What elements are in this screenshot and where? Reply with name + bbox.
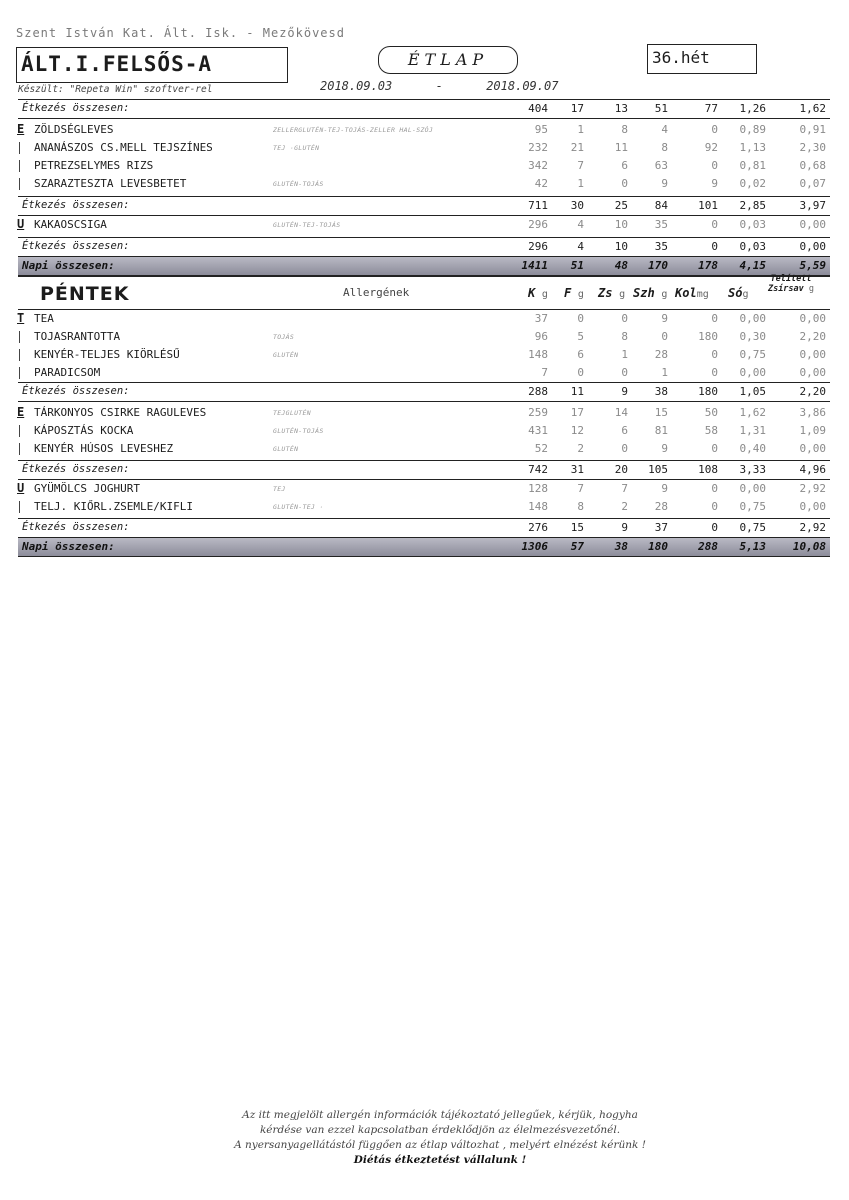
value-so: 0,02	[739, 177, 766, 190]
value-szh: 4	[661, 123, 668, 136]
value-so: 0,75	[739, 348, 766, 361]
value-k: 1411	[521, 259, 548, 272]
value-f: 17	[570, 102, 584, 115]
col-k-header: K g	[528, 286, 548, 300]
dish-name: KENYÉR HÚSOS LEVESHEZ	[34, 442, 174, 455]
value-zs: 8	[621, 330, 628, 343]
value-k: 42	[534, 177, 548, 190]
subtotal-label: Étkezés összesen:	[22, 240, 130, 252]
value-zs: 0	[621, 312, 628, 325]
dish-allergens: TEJ	[273, 485, 286, 493]
daily-total-row	[18, 256, 830, 276]
value-kol: 0	[711, 482, 718, 495]
value-kol: 0	[711, 348, 718, 361]
value-zsirsav: 2,20	[799, 385, 826, 398]
meal-code: E	[17, 122, 25, 136]
value-so: 2,85	[739, 199, 766, 212]
dish-name: ZÖLDSÉGLEVES	[34, 123, 114, 136]
value-szh: 81	[654, 424, 668, 437]
menu-title: ÉTLAP	[378, 46, 518, 74]
value-kol: 9	[711, 177, 718, 190]
value-k: 148	[528, 500, 548, 513]
value-kol: 0	[711, 312, 718, 325]
value-zsirsav: 10,08	[792, 540, 826, 553]
value-zs: 0	[621, 177, 628, 190]
dish-name: SZARAZTESZTA LEVESBETET	[34, 177, 187, 190]
value-zs: 11	[614, 141, 628, 154]
value-zs: 8	[621, 123, 628, 136]
value-so: 0,75	[739, 500, 766, 513]
daily-total-row	[18, 537, 830, 557]
value-zsirsav: 0,00	[799, 442, 826, 455]
value-zsirsav: 1,62	[799, 102, 826, 115]
value-k: 148	[528, 348, 548, 361]
day-name: PÉNTEK	[40, 283, 130, 305]
dish-allergens: GLUTÉN-TOJÁS	[273, 180, 324, 188]
value-zs: 10	[614, 240, 628, 253]
school-name: Szent István Kat. Ált. Isk. - Mezőkövesd	[16, 26, 345, 40]
value-kol: 0	[711, 366, 718, 379]
menu-item-row	[18, 364, 830, 382]
value-szh: 0	[661, 330, 668, 343]
value-szh: 1	[661, 366, 668, 379]
value-kol: 288	[698, 540, 718, 553]
value-szh: 180	[648, 540, 668, 553]
menu-item-row	[18, 216, 830, 234]
menu-item-row	[18, 480, 830, 498]
dish-name: TÁRKONYOS CSIRKE RAGULEVES	[34, 406, 207, 419]
dish-name: TEA	[34, 312, 54, 325]
value-f: 11	[570, 385, 584, 398]
meal-code: E	[17, 405, 25, 419]
value-f: 4	[577, 218, 584, 231]
dish-allergens: GLUTÉN-TOJÁS	[273, 427, 324, 435]
value-k: 276	[528, 521, 548, 534]
value-so: 0,03	[739, 240, 766, 253]
value-zsirsav: 3,97	[799, 199, 826, 212]
value-f: 7	[577, 482, 584, 495]
value-so: 0,30	[739, 330, 766, 343]
value-kol: 77	[704, 102, 718, 115]
footer-line: kérdése van ezzel kapcsolatban érdeklődjön az élelmezésvezetőnél.	[259, 1124, 621, 1136]
value-zsirsav: 0,00	[799, 218, 826, 231]
value-zsirsav: 2,20	[799, 330, 826, 343]
value-szh: 35	[654, 218, 668, 231]
footer-note	[120, 1108, 760, 1168]
menu-item-row	[18, 440, 830, 458]
dish-name: PARADICSOM	[34, 366, 101, 379]
subtotal-label: Étkezés összesen:	[22, 521, 130, 533]
value-k: 96	[534, 330, 548, 343]
meal-group-bar	[19, 443, 20, 455]
dish-allergens: GLUTÉN	[273, 351, 299, 359]
meal-subtotal-row	[18, 99, 830, 119]
value-k: 7	[541, 366, 548, 379]
dish-allergens: GLUTÉN-TEJ ·	[273, 503, 324, 511]
date-separator: -	[435, 79, 443, 93]
col-zs-header: Zs g	[598, 286, 626, 300]
footer-diet-note: Diétás étkeztetést vállalunk !	[353, 1154, 527, 1166]
group-title-box	[16, 47, 288, 83]
value-zsirsav: 3,86	[799, 406, 826, 419]
value-k: 95	[534, 123, 548, 136]
value-kol: 0	[711, 218, 718, 231]
value-f: 5	[577, 330, 584, 343]
value-szh: 28	[654, 500, 668, 513]
value-zsirsav: 2,92	[799, 521, 826, 534]
dish-allergens: TOJÁS	[273, 333, 295, 341]
allergens-column-header: Allergének	[343, 286, 410, 299]
value-so: 0,89	[739, 123, 766, 136]
dish-allergens: GLUTÉN	[273, 445, 299, 453]
value-zsirsav: 0,00	[799, 500, 826, 513]
menu-item-row	[18, 498, 830, 516]
meal-group-bar	[19, 501, 20, 513]
value-szh: 38	[654, 385, 668, 398]
meal-subtotal-row	[18, 382, 830, 402]
value-f: 4	[577, 240, 584, 253]
value-kol: 0	[711, 500, 718, 513]
value-so: 0,81	[739, 159, 766, 172]
value-zsirsav: 0,00	[799, 366, 826, 379]
menu-item-row	[18, 422, 830, 440]
value-zs: 14	[614, 406, 628, 419]
meal-group-bar	[19, 178, 20, 190]
value-f: 17	[570, 406, 584, 419]
value-zs: 2	[621, 500, 628, 513]
value-k: 52	[534, 442, 548, 455]
value-k: 342	[528, 159, 548, 172]
value-so: 1,26	[739, 102, 766, 115]
dish-name: TELJ. KIŐRL.ZSEMLE/KIFLI	[34, 500, 193, 513]
value-so: 0,00	[739, 482, 766, 495]
value-so: 0,00	[739, 366, 766, 379]
subtotal-label: Étkezés összesen:	[22, 102, 130, 114]
col-saturated-header: Telített Zsírsav g	[767, 274, 815, 294]
menu-item-row	[18, 310, 830, 328]
meal-group-bar	[19, 349, 20, 361]
value-f: 30	[570, 199, 584, 212]
value-k: 288	[528, 385, 548, 398]
value-zs: 1	[621, 348, 628, 361]
meal-group-bar	[19, 425, 20, 437]
meal-subtotal-row	[18, 237, 830, 257]
value-k: 431	[528, 424, 548, 437]
value-k: 37	[534, 312, 548, 325]
value-so: 0,40	[739, 442, 766, 455]
value-zs: 20	[614, 463, 628, 476]
meal-subtotal-row	[18, 196, 830, 216]
value-f: 57	[570, 540, 584, 553]
value-kol: 0	[711, 123, 718, 136]
meal-subtotal-row	[18, 460, 830, 480]
date-from: 2018.09.03	[320, 79, 393, 93]
menu-item-row	[18, 404, 830, 422]
value-k: 232	[528, 141, 548, 154]
value-kol: 108	[698, 463, 718, 476]
value-zsirsav: 0,68	[799, 159, 826, 172]
value-f: 7	[577, 159, 584, 172]
meal-group-bar	[19, 331, 20, 343]
value-zsirsav: 5,59	[799, 259, 826, 272]
menu-item-row	[18, 175, 830, 193]
value-so: 1,62	[739, 406, 766, 419]
subtotal-label: Étkezés összesen:	[22, 385, 130, 397]
value-k: 296	[528, 218, 548, 231]
value-k: 711	[528, 199, 548, 212]
value-f: 31	[570, 463, 584, 476]
value-k: 742	[528, 463, 548, 476]
value-szh: 9	[661, 442, 668, 455]
value-kol: 0	[711, 159, 718, 172]
value-so: 3,33	[739, 463, 766, 476]
dish-name: KAKAOSCSIGA	[34, 218, 107, 231]
week-box	[647, 44, 757, 74]
dish-name: KÁPOSZTÁS KOCKA	[34, 424, 134, 437]
col-f-header: F g	[564, 286, 584, 300]
col-so-header: Sóg	[728, 286, 749, 300]
value-f: 6	[577, 348, 584, 361]
value-f: 1	[577, 123, 584, 136]
value-f: 1	[577, 177, 584, 190]
value-zsirsav: 0,91	[799, 123, 826, 136]
value-szh: 51	[654, 102, 668, 115]
value-so: 1,13	[739, 141, 766, 154]
dish-name: GYÜMÖLCS JOGHURT	[34, 482, 140, 495]
dish-allergens: ZELLERGLUTÉN-TEJ-TOJÁS-ZELLER HAL-SZÓJ	[273, 126, 434, 134]
footer-line: Az itt megjelölt allergén információk tájékoztató jellegűek, kérjük, hogyha	[242, 1109, 638, 1121]
value-zs: 9	[621, 521, 628, 534]
value-f: 15	[570, 521, 584, 534]
value-so: 5,13	[739, 540, 766, 553]
value-so: 0,75	[739, 521, 766, 534]
value-zsirsav: 0,07	[799, 177, 826, 190]
week-number: 36.hét	[652, 48, 710, 67]
value-kol: 0	[711, 442, 718, 455]
value-kol: 178	[698, 259, 718, 272]
daily-total-label: Napi összesen:	[22, 540, 115, 553]
value-zs: 38	[614, 540, 628, 553]
meal-group-bar	[19, 367, 20, 379]
value-kol: 0	[711, 240, 718, 253]
value-f: 51	[570, 259, 584, 272]
value-k: 128	[528, 482, 548, 495]
value-kol: 50	[704, 406, 718, 419]
value-kol: 180	[698, 385, 718, 398]
value-kol: 180	[698, 330, 718, 343]
value-zs: 10	[614, 218, 628, 231]
value-szh: 28	[654, 348, 668, 361]
value-so: 4,15	[739, 259, 766, 272]
dish-allergens: GLUTÉN-TEJ-TOJÁS	[273, 221, 341, 229]
dish-name: TOJASRANTOTTA	[34, 330, 121, 343]
value-k: 259	[528, 406, 548, 419]
value-szh: 84	[654, 199, 668, 212]
friday-header	[18, 276, 830, 310]
value-zs: 9	[621, 385, 628, 398]
value-zs: 6	[621, 424, 628, 437]
menu-item-row	[18, 346, 830, 364]
value-zsirsav: 1,09	[799, 424, 826, 437]
daily-total-label: Napi összesen:	[22, 259, 115, 272]
value-so: 0,00	[739, 312, 766, 325]
value-f: 12	[570, 424, 584, 437]
value-so: 1,05	[739, 385, 766, 398]
value-szh: 63	[654, 159, 668, 172]
value-k: 404	[528, 102, 548, 115]
value-szh: 15	[654, 406, 668, 419]
value-zs: 13	[614, 102, 628, 115]
value-so: 0,03	[739, 218, 766, 231]
meal-group-bar	[19, 142, 20, 154]
value-zs: 0	[621, 366, 628, 379]
value-zs: 48	[614, 259, 628, 272]
menu-item-row	[18, 328, 830, 346]
date-range	[320, 79, 558, 93]
value-kol: 92	[704, 141, 718, 154]
value-k: 296	[528, 240, 548, 253]
meal-subtotal-row	[18, 518, 830, 538]
value-zs: 7	[621, 482, 628, 495]
date-to: 2018.09.07	[486, 79, 559, 93]
footer-line: A nyersanyagellátástól függően az étlap változhat , melyért elnézést kérünk !	[234, 1139, 646, 1151]
value-zsirsav: 0,00	[799, 348, 826, 361]
value-f: 2	[577, 442, 584, 455]
value-zsirsav: 0,00	[799, 312, 826, 325]
value-zsirsav: 2,92	[799, 482, 826, 495]
value-zs: 25	[614, 199, 628, 212]
value-szh: 9	[661, 312, 668, 325]
value-kol: 0	[711, 521, 718, 534]
dish-name: ANANÁSZOS CS.MELL TEJSZÍNES	[34, 141, 213, 154]
value-szh: 9	[661, 177, 668, 190]
meal-code: U	[17, 481, 25, 495]
value-szh: 105	[648, 463, 668, 476]
value-szh: 35	[654, 240, 668, 253]
group-title: ÁLT.I.FELSŐS-A	[21, 52, 213, 76]
menu-item-row	[18, 157, 830, 175]
col-szh-header: Szh g	[633, 286, 668, 300]
dish-name: KENYÉR-TELJES KIÖRLÉSŰ	[34, 348, 180, 361]
value-k: 1306	[521, 540, 548, 553]
value-f: 0	[577, 312, 584, 325]
dish-allergens: TEJGLUTÉN	[273, 409, 311, 417]
software-note: Készült: "Repeta Win" szoftver-rel	[18, 84, 213, 95]
value-kol: 101	[698, 199, 718, 212]
menu-item-row	[18, 121, 830, 139]
meal-code: U	[17, 217, 25, 231]
value-kol: 58	[704, 424, 718, 437]
value-zs: 6	[621, 159, 628, 172]
value-f: 0	[577, 366, 584, 379]
subtotal-label: Étkezés összesen:	[22, 463, 130, 475]
value-zsirsav: 0,00	[799, 240, 826, 253]
dish-allergens: TEJ ·GLUTÉN	[273, 144, 320, 152]
col-kol-header: Kolmg	[675, 286, 709, 300]
value-f: 8	[577, 500, 584, 513]
value-szh: 170	[648, 259, 668, 272]
value-f: 21	[570, 141, 584, 154]
value-zsirsav: 4,96	[799, 463, 826, 476]
subtotal-label: Étkezés összesen:	[22, 199, 130, 211]
dish-name: PETREZSELYMES RIZS	[34, 159, 154, 172]
value-szh: 9	[661, 482, 668, 495]
meal-code: T	[17, 311, 25, 325]
meal-group-bar	[19, 160, 20, 172]
value-zs: 0	[621, 442, 628, 455]
value-szh: 37	[654, 521, 668, 534]
menu-item-row	[18, 139, 830, 157]
value-szh: 8	[661, 141, 668, 154]
value-so: 1,31	[739, 424, 766, 437]
value-zsirsav: 2,30	[799, 141, 826, 154]
